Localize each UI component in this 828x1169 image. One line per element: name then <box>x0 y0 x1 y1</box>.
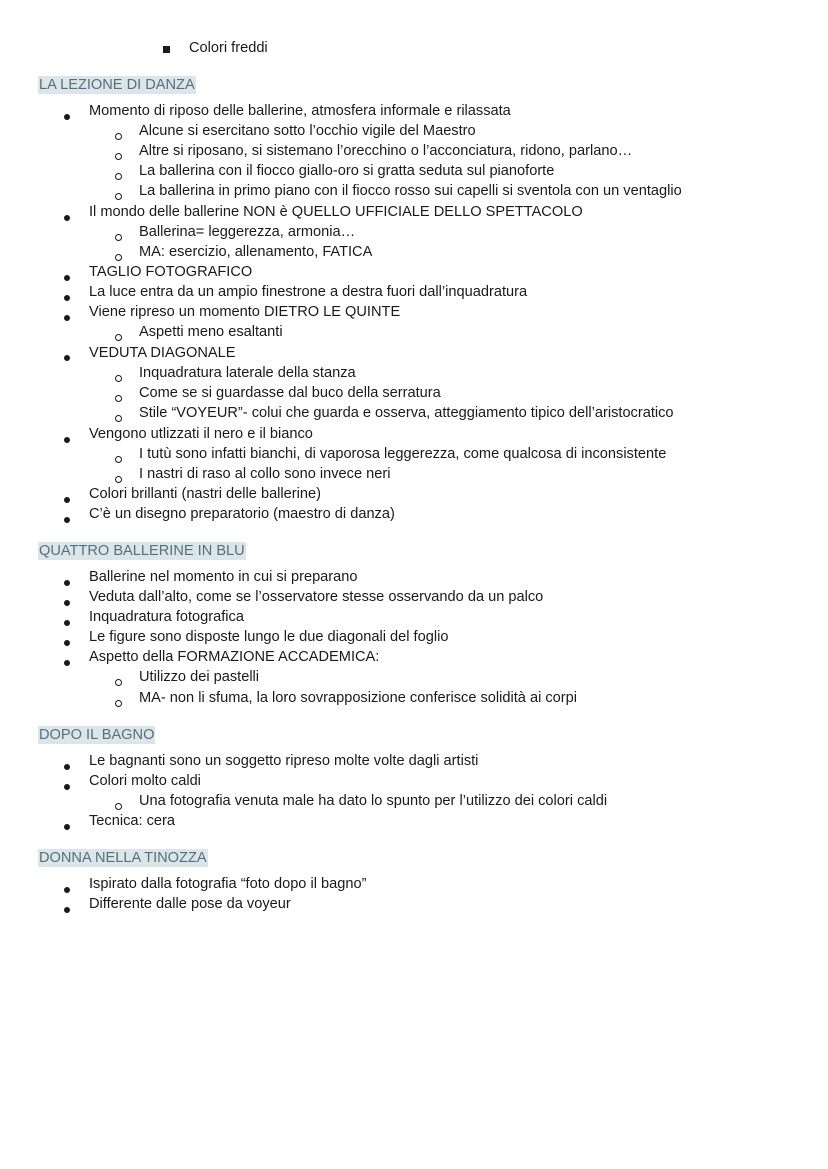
sub-list-item: La ballerina in primo piano con il fiocco rosso sui capelli si sventola con un ventaglio <box>139 183 682 199</box>
section-heading: LA LEZIONE DI DANZA <box>39 77 195 93</box>
square-bullet-icon <box>163 40 170 58</box>
sub-list-item: I nastri di raso al collo sono invece neri <box>139 466 391 482</box>
list-item: Colori molto caldi <box>89 773 201 789</box>
list-item: VEDUTA DIAGONALE <box>89 345 236 361</box>
sub-list-item: Inquadratura laterale della stanza <box>139 365 356 381</box>
section-heading: DONNA NELLA TINOZZA <box>39 850 207 866</box>
sub-list-item: Utilizzo dei pastelli <box>139 669 260 685</box>
list-item: Colori brillanti (nastri delle ballerine) <box>89 486 321 502</box>
bullet-icon <box>64 573 70 591</box>
sub-list-item: Come se si guardasse dal buco della serratura <box>139 385 441 401</box>
list-item: La luce entra da un ampio finestrone a destra fuori dall’inquadratura <box>89 284 528 300</box>
circle-bullet-icon <box>115 147 122 165</box>
bullet-icon <box>64 593 70 611</box>
bullet-icon <box>64 107 70 125</box>
bullet-icon <box>64 430 70 448</box>
bullet-icon <box>64 777 70 795</box>
sub-list-item: La ballerina con il fiocco giallo-oro si gratta seduta sul pianoforte <box>139 163 555 179</box>
sub-list-item: Alcune si esercitano sotto l’occhio vigile del Maestro <box>139 123 476 139</box>
section-heading: DOPO IL BAGNO <box>39 727 155 743</box>
sub-list-item: Altre si riposano, si sistemano l’orecchino o l’acconciatura, ridono, parlano… <box>139 143 633 159</box>
sub-list-item: Aspetti meno esaltanti <box>139 324 283 340</box>
circle-bullet-icon <box>115 167 122 185</box>
list-item: Il mondo delle ballerine NON è QUELLO UFFICIALE DELLO SPETTACOLO <box>89 204 583 220</box>
list-item: TAGLIO FOTOGRAFICO <box>89 264 253 280</box>
bullet-icon <box>64 510 70 528</box>
bullet-icon <box>64 613 70 631</box>
list-item: Le figure sono disposte lungo le due diagonali del foglio <box>89 629 449 645</box>
bullet-icon <box>64 208 70 226</box>
list-item: Veduta dall’alto, come se l’osservatore stesse osservando da un palco <box>89 589 544 605</box>
list-item: Viene ripreso un momento DIETRO LE QUINTE <box>89 304 401 320</box>
bullet-icon <box>64 633 70 651</box>
sub-list-item: MA: esercizio, allenamento, FATICA <box>139 244 373 260</box>
bullet-icon <box>64 880 70 898</box>
list-item: Le bagnanti sono un soggetto ripreso molte volte dagli artisti <box>89 753 479 769</box>
list-item: Momento di riposo delle ballerine, atmosfera informale e rilassata <box>89 103 511 119</box>
bullet-icon <box>64 653 70 671</box>
list-item: Differente dalle pose da voyeur <box>89 896 291 912</box>
circle-bullet-icon <box>115 127 122 145</box>
list-item: Vengono utlizzati il nero e il bianco <box>89 426 313 442</box>
circle-bullet-icon <box>115 389 122 407</box>
bullet-icon <box>64 757 70 775</box>
bullet-icon <box>64 900 70 918</box>
list-item: Colori freddi <box>189 40 268 56</box>
circle-bullet-icon <box>115 694 122 712</box>
sub-list-item: MA- non li sfuma, la loro sovrapposizione conferisce solidità ai corpi <box>139 690 578 706</box>
list-item: Ballerine nel momento in cui si preparano <box>89 569 358 585</box>
sub-list-item: Ballerina= leggerezza, armonia… <box>139 224 356 240</box>
circle-bullet-icon <box>115 450 122 468</box>
list-item: Aspetto della FORMAZIONE ACCADEMICA: <box>89 649 380 665</box>
sub-list-item: Stile “VOYEUR”- colui che guarda e osserva, atteggiamento tipico dell’aristocratico <box>139 405 674 421</box>
list-item: Tecnica: cera <box>89 813 175 829</box>
section-heading: QUATTRO BALLERINE IN BLU <box>39 543 245 559</box>
bullet-icon <box>64 817 70 835</box>
circle-bullet-icon <box>115 228 122 246</box>
sub-list-item: I tutù sono infatti bianchi, di vaporosa leggerezza, come qualcosa di inconsistente <box>139 446 667 462</box>
list-item: Ispirato dalla fotografia “foto dopo il bagno” <box>89 876 367 892</box>
list-item: C’è un disegno preparatorio (maestro di danza) <box>89 506 395 522</box>
sub-list-item: Una fotografia venuta male ha dato lo spunto per l’utilizzo dei colori caldi <box>139 793 608 809</box>
circle-bullet-icon <box>115 369 122 387</box>
circle-bullet-icon <box>115 673 122 691</box>
bullet-icon <box>64 348 70 366</box>
list-item: Inquadratura fotografica <box>89 609 244 625</box>
bullet-icon <box>64 308 70 326</box>
bullet-icon <box>64 288 70 306</box>
bullet-icon <box>64 268 70 286</box>
bullet-icon <box>64 490 70 508</box>
